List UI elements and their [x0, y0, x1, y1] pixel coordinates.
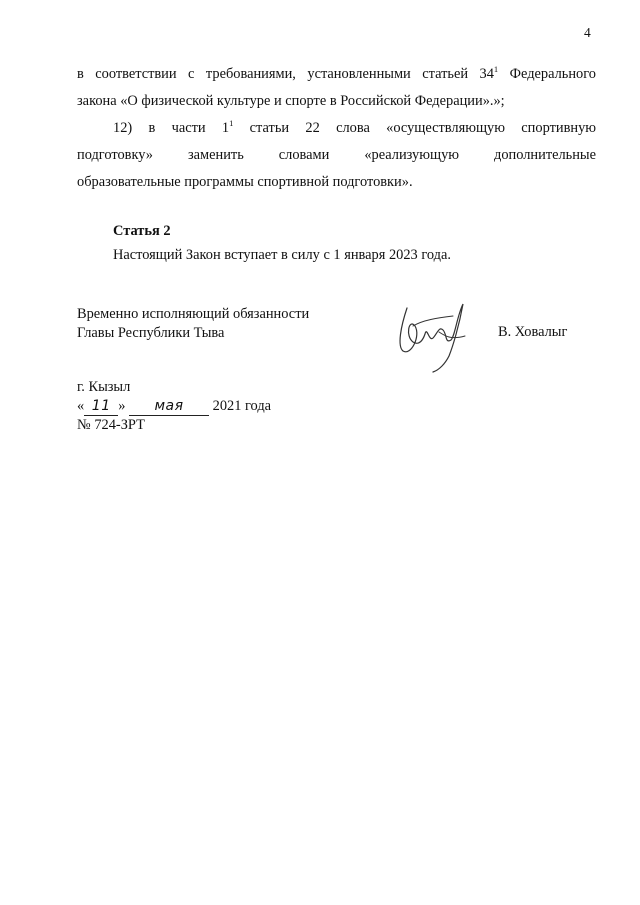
page-number: 4 — [584, 25, 591, 40]
signatory-title-line1: Временно исполняющий обязанности — [77, 306, 310, 322]
city: г. Кызыл — [77, 379, 131, 395]
paragraph-item-12 — [77, 115, 596, 196]
para2-line1: 12) в части $1^1$ статьи 22 слова «осуществляющую спортивную — [113, 118, 597, 136]
date-year: 2021 года — [212, 397, 272, 414]
law-number: № 724-ЗРТ — [77, 417, 145, 433]
article-text: Настоящий Закон вступает в силу с 1 января 2023 года. — [113, 247, 451, 263]
para2-line3: образовательные программы спортивной подготовки». — [77, 174, 413, 190]
signatory-title-line2: Главы Республики Тыва — [77, 325, 225, 341]
place-date-number — [77, 378, 271, 435]
para1-line2: закона «О физической культуре и спорте в Российской Федерации».»; — [77, 93, 505, 109]
signatory-name: В. Ховалыг — [498, 324, 568, 340]
handwritten-signature — [393, 296, 473, 376]
date-month-handwritten: мая — [129, 397, 209, 417]
article-heading: Статья 2 — [113, 223, 171, 239]
para2-line2: подготовку» заменить словами «реализующую дополнительные — [77, 147, 596, 163]
para1-line1: в соответствии с требованиями, установленными статьей $34^1$ Федерального — [77, 64, 596, 82]
signatory-title — [77, 305, 309, 343]
date-day-handwritten: 11 — [84, 397, 118, 417]
paragraph-continuation — [77, 61, 596, 115]
signing-date: « 11 » мая 2021 года — [77, 397, 271, 417]
